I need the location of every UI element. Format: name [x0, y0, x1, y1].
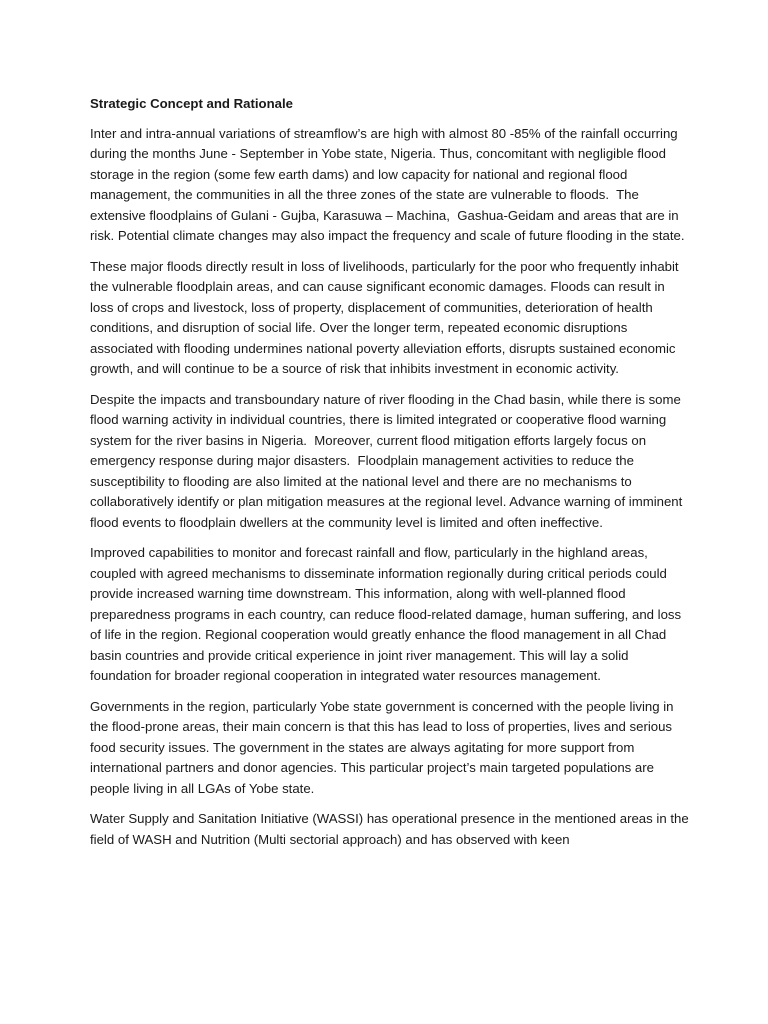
paragraph-wassi: Water Supply and Sanitation Initiative (WASSI) has operational presence in the mentioned areas in the field of WASH and Nutrition (Multi sectorial approach) and has observed with keen [90, 811, 693, 847]
paragraph-streamflow: Inter and intra-annual variations of streamflow’s are high with almost 80 -85% of the rainfall occurring during the months June - September in Yobe state, Nigeria. Thus, concomitant with negligible flood storage in the region (some few earth dams) and low capacity for national and regional flood management, the communities in all the three zones of the state are vulnerable to floods. The extensive floodplains of Gulani - Gujba, Karasuwa – Machina, Gashua-Geidam and areas that are in risk. Potential climate changes may also impact the frequency and scale of future flooding in the state. [90, 125, 685, 243]
paragraph-flood-warning: Despite the impacts and transboundary nature of river flooding in the Chad basin, while there is some flood warning activity in individual countries, there is limited integrated or cooperative flood warning system for the river basins in Nigeria. Moreover, current flood mitigation efforts largely focus on emergency response during major disasters. Floodplain management activities to reduce the susceptibility to flooding are also limited at the national level and there are no mechanisms to collaboratively identify or plan mitigation measures at the regional level. Advance warning of imminent flood events to floodplain dwellers at the community level is limited and often ineffective. [90, 391, 686, 530]
paragraph-flood-impacts: These major floods directly result in loss of livelihoods, particularly for the poor who frequently inhabit the vulnerable floodplain areas, and can cause significant economic damages. Floods can result in loss of crops and livestock, loss of property, displacement of communities, deterioration of health conditions, and disruption of social life. Over the longer term, repeated economic disruptions associated with flooding undermines national poverty alleviation efforts, disrupts sustained economic growth, and will continue to be a source of risk that inhibits investment in economic activity. [90, 258, 683, 376]
paragraph-government-concern: Governments in the region, particularly Yobe state government is concerned with the people living in the flood-prone areas, their main concern is that this has lead to loss of properties, lives and serious food security issues. The government in the states are always agitating for more support from international partners and donor agencies. This particular project’s main targeted populations are people living in all LGAs of Yobe state. [90, 698, 678, 796]
document-page [90, 94, 693, 860]
section-heading: Strategic Concept and Rationale [90, 96, 293, 111]
paragraph-forecast-capabilities: Improved capabilities to monitor and forecast rainfall and flow, particularly in the highland areas, coupled with agreed mechanisms to disseminate information regionally during critical periods could provide increased warning time downstream. This information, along with well-planned flood preparedness programs in each country, can reduce flood-related damage, human suffering, and loss of life in the region. Regional cooperation would greatly enhance the flood management in all Chad basin countries and provide critical experience in joint river management. This will lay a solid foundation for broader regional cooperation in integrated water resources management. [90, 545, 685, 683]
